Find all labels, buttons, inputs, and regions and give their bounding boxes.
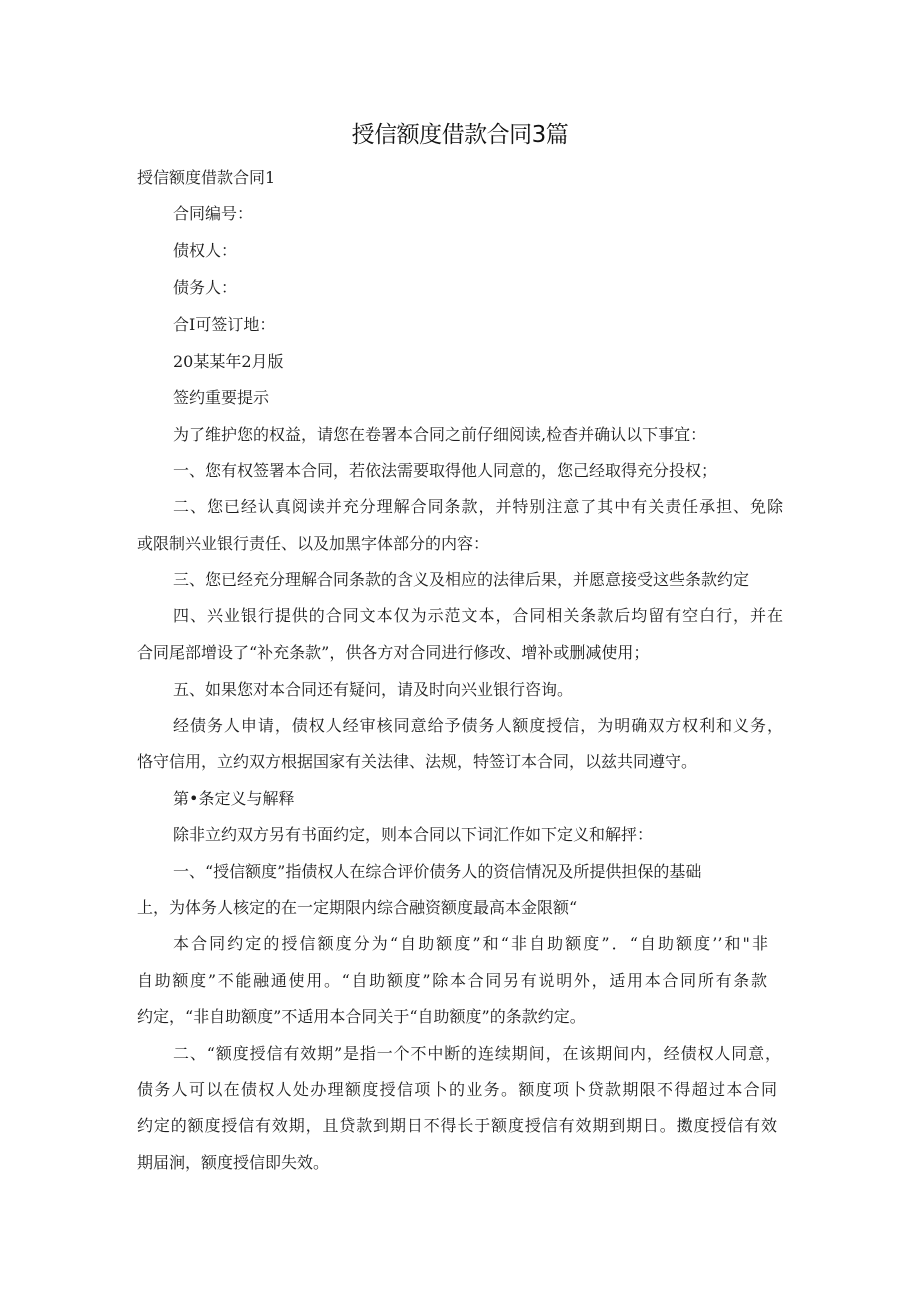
- paragraph-line: 一、您有权签署本合同，若依法需要取得他人同意的，您己经取得充分投权；: [173, 461, 718, 480]
- paragraph-line: 自助额度”不能融通使用。“自助额度”除本合同另有说明外，适用本合同所有条款: [137, 971, 767, 990]
- signing-place-label: 合I可签订地：: [173, 315, 276, 334]
- paragraph-line: 经债务人申请，债权人经审核同意给予债务人额度授信，为明确双方权利和义务，: [173, 716, 783, 735]
- paragraph-line: 恪守信用，立约双方根据国家有关法律、法规，特签订本合同，以兹共同遵守。: [137, 752, 698, 771]
- document-title: 授信额度借款合同3篇: [351, 122, 569, 148]
- paragraph-line: 本合同约定的授信额度分为“自助额度”和“非自助额度”．“自助额度’’和"非: [173, 934, 768, 953]
- paragraph-line: 约定的额度授信有效期，且贷款到期日不得长于额度授信有效期到期日。擞度授信有效: [137, 1116, 777, 1135]
- notice-heading: 签约重要提示: [173, 388, 270, 407]
- paragraph-line: 或限制兴业银行责任、以及加黑字体部分的内容：: [137, 534, 490, 553]
- paragraph-line: 一、“授信额度”指债权人在综合评价债务人的资信情况及所提供担保的基础: [173, 862, 702, 881]
- paragraph-line: 五、如果您对本合同还有疑问，请及时向兴业银行咨询。: [173, 680, 574, 699]
- debtor-label: 债务人：: [173, 278, 238, 297]
- version-text: 20某某年2月版: [173, 352, 284, 371]
- paragraph-line: 四、兴业银行提供的合同文本仅为示范文本，合同相关条款后均留有空白行，并在: [173, 606, 783, 625]
- contract-number-label: 合同编号：: [173, 204, 254, 223]
- paragraph-line: 债务人可以在债权人处办理额度授信项卜的业务。额度项卜贷款期限不得超过本合同: [137, 1080, 777, 1099]
- section-heading: 授信额度借款合同1: [137, 168, 276, 187]
- article-heading: 第•条定义与解释: [173, 789, 295, 808]
- paragraph-line: 三、您已经充分理解合同条款的含义及相应的法律后果，并愿意接受这些条款约定: [173, 570, 750, 589]
- paragraph-line: 期届涧，额度授信即失效。: [137, 1153, 330, 1172]
- paragraph-line: 二、您已经认真阅读并充分理解合同条款，并特别注意了其中有关责任承担、免除: [173, 497, 783, 516]
- paragraph-line: 除非立约双方另有书面约定，则本合同以下词汇作如下定义和解抨：: [173, 825, 654, 844]
- paragraph-line: 为了维护您的权益，请您在卷署本合同之前仔细阅读,检杳并确认以下事宜：: [173, 425, 707, 444]
- paragraph-line: 合同尾部增设了“补充条款”，供各方对合同进行修改、增补或删减使用；: [137, 643, 650, 662]
- paragraph-line: 上，为体务人核定的在一定期限内综合融资额度最高本金限额“: [137, 898, 578, 917]
- creditor-label: 债权人：: [173, 241, 238, 260]
- paragraph-line: 约定，“非自助额度”不适用本合同关于“自助额度”的条款约定。: [137, 1007, 586, 1026]
- paragraph-line: 二、“额度授信有效期”是指一个不中断的连续期间，在该期间内，经债权人同意，: [173, 1044, 781, 1063]
